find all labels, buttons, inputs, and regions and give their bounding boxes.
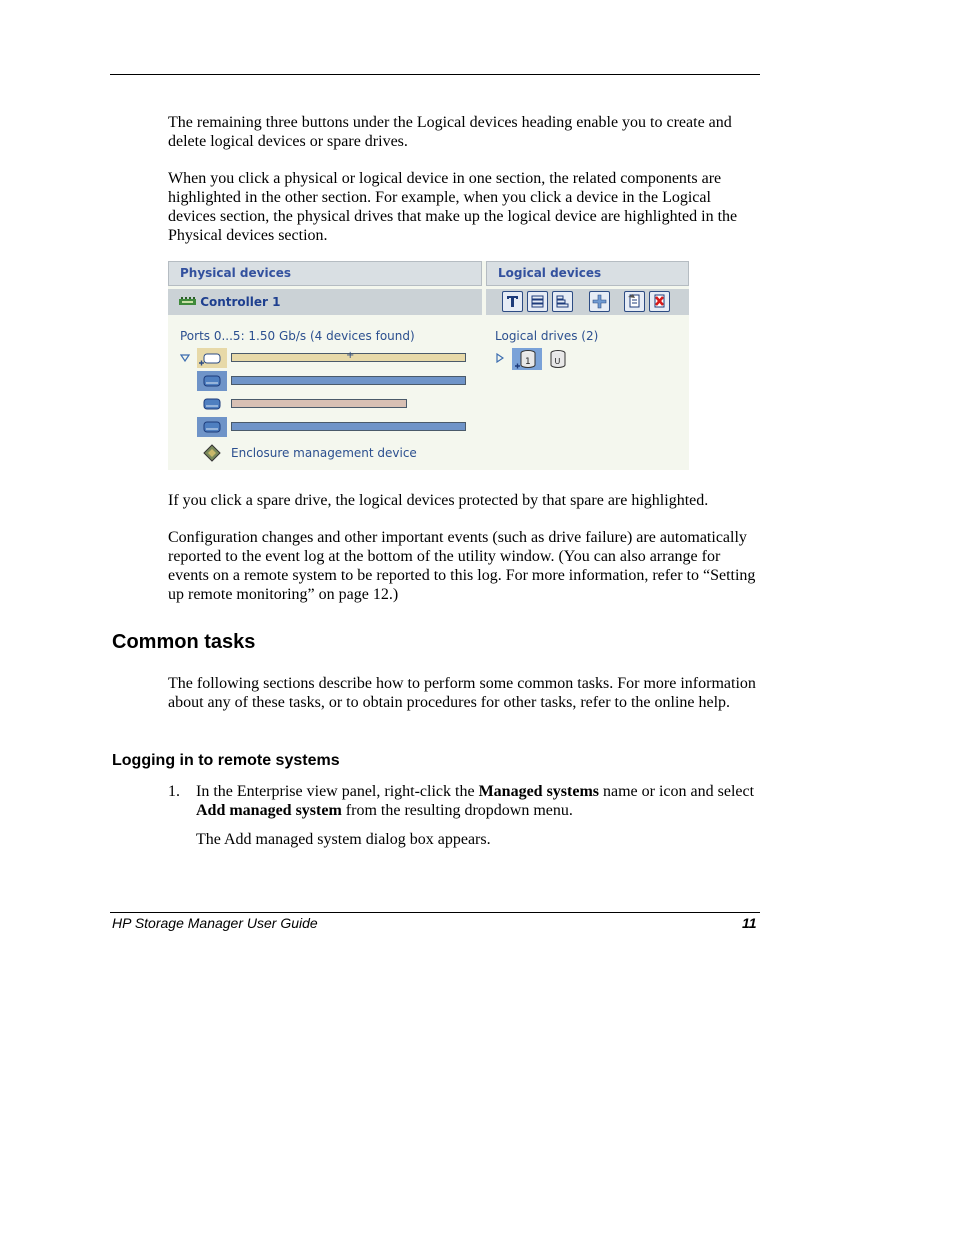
plus-icon: [590, 292, 609, 311]
managed-systems-term: Managed systems: [478, 783, 599, 800]
expand-arrow-icon[interactable]: [496, 353, 504, 363]
list-view-button[interactable]: [527, 291, 548, 312]
drive-bar-4[interactable]: [231, 422, 466, 431]
step-text: In the Enterprise view panel, right-click the: [196, 783, 479, 800]
svg-text:1: 1: [525, 357, 531, 367]
storage-manager-screenshot: [168, 261, 689, 470]
hot-spare-drive[interactable]: [197, 348, 227, 368]
footer-title: HP Storage Manager User Guide: [112, 915, 318, 931]
logical-drives-label: Logical drives (2): [495, 329, 599, 343]
expand-arrow-icon[interactable]: [180, 354, 190, 362]
drive-icon: [197, 394, 227, 414]
footer-page-number: 11: [742, 915, 757, 931]
physical-devices-header: Physical devices: [168, 261, 482, 286]
header-rule: [110, 74, 760, 75]
detail-icon: [553, 292, 572, 311]
paragraph-common-tasks-intro: The following sections describe how to perform some common tasks. For more information about any of these tasks, or to obtain procedures for other tasks, refer to the online help.: [168, 675, 756, 711]
heading-logging-in: Logging in to remote systems: [112, 752, 340, 769]
step-number: 1.: [168, 783, 180, 800]
spare-marker-icon: +: [346, 350, 355, 361]
step-1-text: [196, 782, 758, 849]
delete-button[interactable]: [649, 291, 670, 312]
heading-common-tasks: Common tasks: [112, 631, 256, 653]
document-icon: [625, 292, 644, 311]
controller-label: Controller 1: [200, 295, 281, 309]
footer-rule: [110, 912, 760, 913]
drive-bar-2[interactable]: [231, 376, 466, 385]
spare-drive-button[interactable]: [624, 291, 645, 312]
create-task-button[interactable]: [502, 291, 523, 312]
ports-label: Ports 0...5: 1.50 Gb/s (4 devices found): [180, 329, 415, 343]
paragraph-logical-buttons: The remaining three buttons under the Logical devices heading enable you to create and delete logical devices or spare drives.: [168, 114, 732, 150]
paragraph-event-log: Configuration changes and other important events (such as drive failure) are automatically reported to the event log at the bottom of the utility window. (You can also arrange for events on a remote system to be reported to this log. For more information, refer to “Setting up remote monitoring” on page 12.): [168, 529, 756, 603]
paragraph-highlighting: When you click a physical or logical device in one section, the related components are highlighted in the other section. For example, when you click a device in the Logical devices section, the physical drives that make up the logical device are highlighted in the Physical devices section.: [168, 170, 738, 244]
controller-row[interactable]: [168, 289, 482, 315]
delete-icon: [650, 292, 669, 311]
step-1: [168, 782, 758, 852]
enclosure-chip-icon: [202, 444, 222, 462]
detail-view-button[interactable]: [552, 291, 573, 312]
t-icon: [503, 292, 522, 311]
svg-text:U: U: [554, 357, 561, 366]
physical-drive-3[interactable]: [197, 394, 227, 414]
physical-drive-2[interactable]: [197, 371, 227, 391]
logical-drive-2-icon[interactable]: [549, 348, 567, 370]
drive-icon: [197, 348, 227, 368]
drive-bar-3[interactable]: [231, 399, 407, 408]
step-text: name or icon and select: [599, 783, 755, 800]
paragraph-spare-drive: If you click a spare drive, the logical devices protected by that spare are highlighted.: [168, 492, 709, 509]
drive-icon: [197, 371, 227, 391]
logical-devices-header: Logical devices: [486, 261, 689, 286]
step-text: from the resulting dropdown menu.: [341, 802, 573, 819]
physical-drive-4[interactable]: [197, 417, 227, 437]
logical-drive-icon: [512, 348, 542, 370]
controller-icon: [179, 295, 200, 309]
logical-drive-1[interactable]: [512, 348, 542, 370]
drive-icon: [197, 417, 227, 437]
step-1-result: The Add managed system dialog box appears.: [196, 831, 491, 848]
add-managed-system-term: Add managed system: [196, 802, 342, 819]
create-logical-drive-button[interactable]: [589, 291, 610, 312]
list-icon: [528, 292, 547, 311]
enclosure-label[interactable]: Enclosure management device: [231, 446, 417, 460]
